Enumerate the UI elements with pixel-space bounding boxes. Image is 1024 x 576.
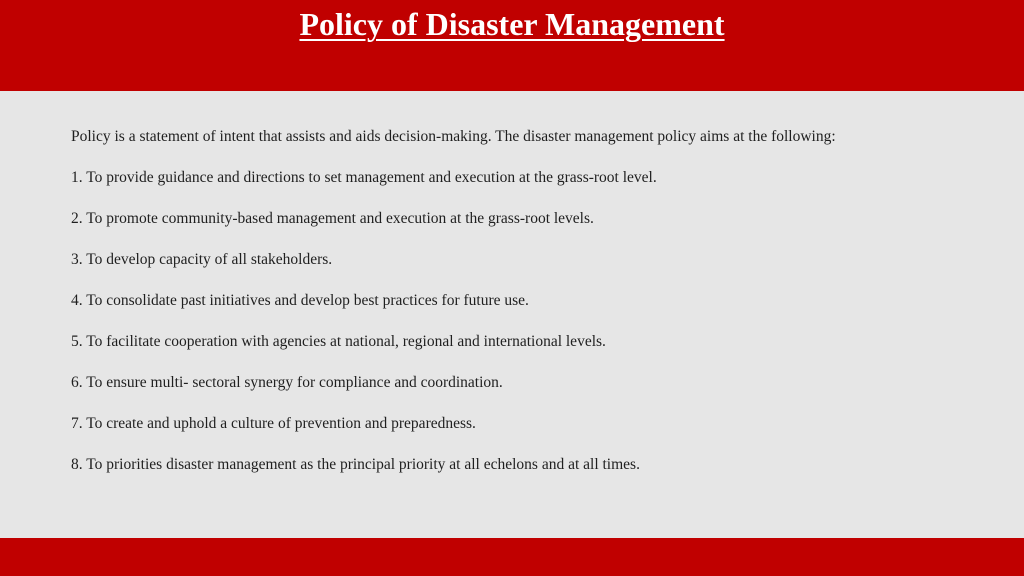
policy-point-8: 8. To priorities disaster management as the principal priority at all echelons and at all times. [71, 456, 640, 473]
policy-point-4: 4. To consolidate past initiatives and develop best practices for future use. [71, 292, 529, 309]
intro-paragraph: Policy is a statement of intent that assists and aids decision-making. The disaster management policy aims at the following: [71, 128, 836, 145]
footer-band [0, 538, 1024, 576]
policy-point-3: 3. To develop capacity of all stakeholders. [71, 251, 333, 268]
policy-point-7: 7. To create and uphold a culture of prevention and preparedness. [71, 415, 476, 432]
policy-point-1: 1. To provide guidance and directions to set management and execution at the grass-root level. [71, 169, 657, 186]
policy-point-6: 6. To ensure multi- sectoral synergy for compliance and coordination. [71, 374, 503, 391]
policy-point-5: 5. To facilitate cooperation with agencies at national, regional and international levels. [71, 333, 606, 350]
page-title: Policy of Disaster Management [299, 6, 725, 42]
header-band [0, 0, 1024, 91]
slide-body [71, 126, 971, 495]
policy-point-2: 2. To promote community-based management and execution at the grass-root levels. [71, 210, 594, 227]
